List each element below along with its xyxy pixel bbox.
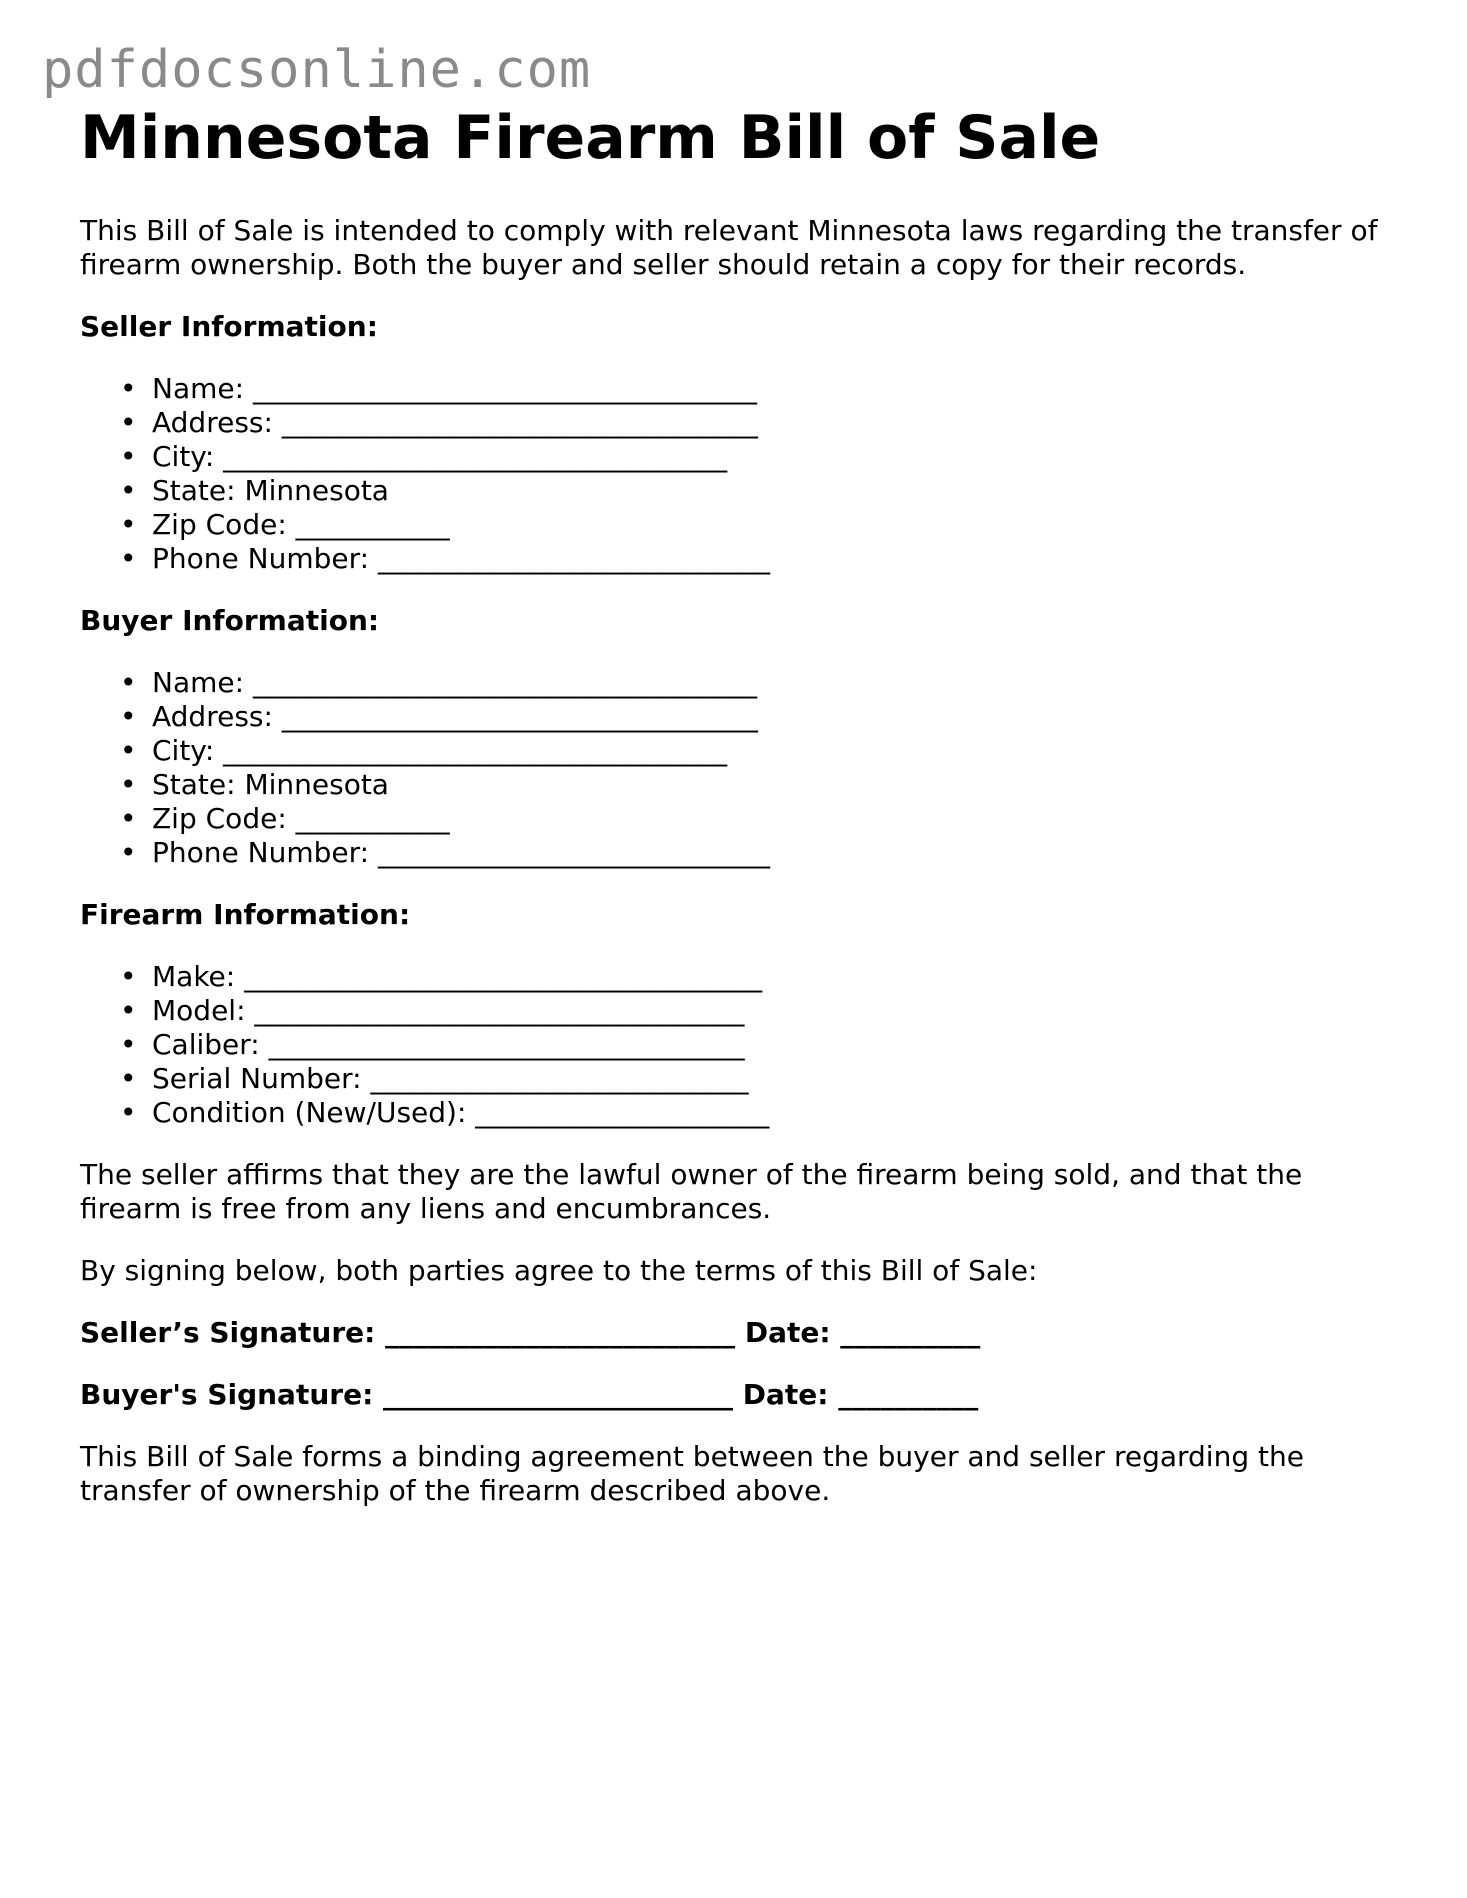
firearm-model-field: • Model: ___________________________________	[152, 994, 1410, 1028]
buyer-phone-field: • Phone Number: ____________________________	[152, 836, 1410, 870]
agreement-paragraph: By signing below, both parties agree to the terms of this Bill of Sale:	[80, 1254, 1038, 1287]
document-title: Minnesota Firearm Bill of Sale	[80, 103, 1101, 173]
firearm-fields-list	[80, 960, 1410, 1130]
firearm-section-heading: Firearm Information:	[80, 898, 411, 931]
seller-section-heading: Seller Information:	[80, 310, 378, 343]
buyer-zip-field: • Zip Code: ___________	[152, 802, 1410, 836]
buyer-name-field: • Name: ____________________________________	[152, 666, 1410, 700]
buyer-section-heading: Buyer Information:	[80, 604, 380, 637]
seller-name-field: • Name: ____________________________________	[152, 372, 1410, 406]
affirmation-paragraph: The seller affirms that they are the lawful owner of the firearm being sold, and that the firearm is free from any liens and encumbrances.	[80, 1158, 1303, 1225]
seller-address-field: • Address: __________________________________	[152, 406, 1410, 440]
buyer-fields-list	[80, 666, 1410, 870]
seller-phone-field: • Phone Number: ____________________________	[152, 542, 1410, 576]
intro-paragraph: This Bill of Sale is intended to comply with relevant Minnesota laws regarding the transfer of firearm ownership. Both the buyer and seller should retain a copy for their records.	[80, 214, 1378, 281]
document-page	[80, 104, 1410, 1508]
buyer-city-field: • City: ____________________________________	[152, 734, 1410, 768]
firearm-make-field: • Make: _____________________________________	[152, 960, 1410, 994]
firearm-condition-field: • Condition (New/Used): _____________________	[152, 1096, 1410, 1130]
buyer-state-field: • State: Minnesota	[152, 768, 1410, 802]
seller-city-field: • City: ____________________________________	[152, 440, 1410, 474]
seller-zip-field: • Zip Code: ___________	[152, 508, 1410, 542]
closing-paragraph: This Bill of Sale forms a binding agreement between the buyer and seller regarding the transfer of ownership of the firearm described above.	[80, 1440, 1304, 1507]
firearm-caliber-field: • Caliber: __________________________________	[152, 1028, 1410, 1062]
watermark: pdfdocsonline.com	[42, 40, 592, 100]
seller-state-field: • State: Minnesota	[152, 474, 1410, 508]
buyer-signature-line: Buyer's Signature: _________________________ Date: __________	[80, 1378, 979, 1411]
seller-fields-list	[80, 372, 1410, 576]
seller-signature-line: Seller’s Signature: _________________________ Date: __________	[80, 1316, 981, 1349]
firearm-serial-field: • Serial Number: ___________________________	[152, 1062, 1410, 1096]
buyer-address-field: • Address: __________________________________	[152, 700, 1410, 734]
